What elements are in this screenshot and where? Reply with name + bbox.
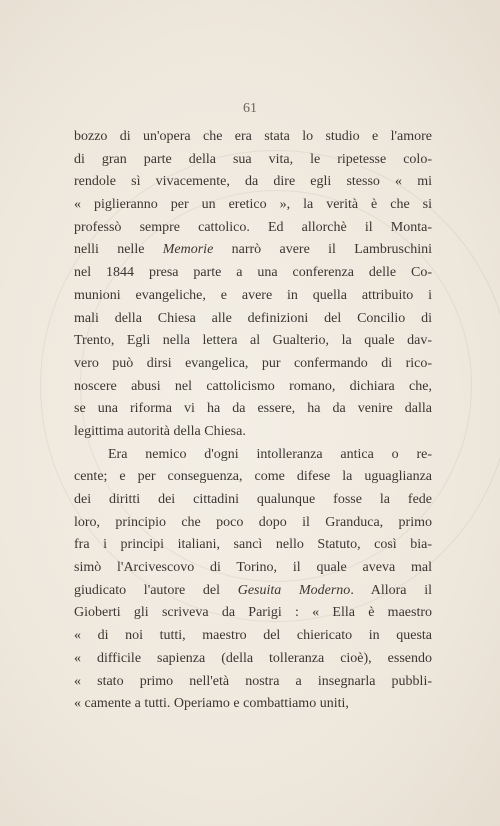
- text-line: [74, 330, 432, 353]
- text-run: Trento, Egli nella lettera al Gualterio, la quale dav-: [74, 333, 432, 349]
- text-line: [74, 534, 432, 557]
- text-run: dei diritti dei cittadini qualunque fosse la fede: [74, 492, 432, 507]
- text-run: professò sempre cattolico. Ed allorchè il Monta-: [74, 219, 432, 235]
- text-line: [74, 376, 432, 399]
- text-run: giudicato l'autore del: [74, 582, 238, 598]
- text-line: [74, 512, 432, 535]
- text-line: [74, 217, 432, 240]
- text-run: rendole sì vivacemente, da dire egli stesso « mi: [74, 174, 432, 190]
- text-run: simò l'Arcivescovo di Torino, il quale aveva mal: [74, 560, 432, 576]
- text-line: [74, 671, 432, 694]
- paragraph: [74, 444, 432, 716]
- text-line: [74, 580, 432, 603]
- text-line: [74, 421, 432, 444]
- text-line: [74, 353, 432, 376]
- text-run: vero può dirsi evangelica, pur confermando di rico-: [74, 355, 432, 371]
- text-line: [74, 398, 432, 421]
- text-run: Era nemico d'ogni intolleranza antica o re-: [108, 446, 432, 462]
- text-line: [74, 239, 432, 262]
- text-run: « camente a tutti. Operiamo e combattiamo uniti,: [74, 696, 349, 712]
- page-number: 61: [243, 101, 257, 116]
- text-line: [74, 149, 432, 172]
- text-line: [74, 126, 432, 149]
- text-line: [74, 308, 432, 331]
- text-run: « di noi tutti, maestro del chiericato in questa: [74, 628, 432, 644]
- body-text: [74, 126, 432, 716]
- text-line: [74, 489, 432, 512]
- text-line: [74, 262, 432, 285]
- text-run: narrò avere il Lambruschini: [213, 242, 432, 258]
- text-run: legittima autorità della Chiesa.: [74, 423, 246, 439]
- text-line: [74, 444, 432, 467]
- text-run: mali della Chiesa alle definizioni del Concilio di: [74, 310, 432, 326]
- text-run: fra i principi italiani, sancì nello Statuto, così bia-: [74, 537, 432, 553]
- text-run: . Allora il: [350, 582, 432, 598]
- text-line: [74, 625, 432, 648]
- text-run: noscere abusi nel cattolicismo romano, dichiara che,: [74, 378, 432, 394]
- text-line: [74, 557, 432, 580]
- text-run: « piglieranno per un eretico », la verità è che si: [74, 197, 432, 213]
- text-line: [74, 693, 432, 716]
- text-run: munioni evangeliche, e avere in quella attribuito i: [74, 287, 432, 303]
- text-run: nel 1844 presa parte a una conferenza delle Co-: [74, 265, 432, 281]
- paragraph: [74, 126, 432, 444]
- text-run: loro, principio che poco dopo il Granduca, primo: [74, 514, 432, 530]
- text-run: di gran parte della sua vita, le ripetesse colo-: [74, 151, 432, 167]
- text-run: cente; e per conseguenza, come difese la uguaglianza: [74, 469, 432, 485]
- italic-title: Gesuita Moderno: [237, 582, 351, 598]
- text-run: se una riforma vi ha da essere, ha da venire dalla: [74, 401, 432, 417]
- italic-title: Memorie: [162, 242, 214, 258]
- text-run: nelli nelle: [74, 242, 163, 258]
- text-line: [74, 171, 432, 194]
- text-line: [74, 466, 432, 489]
- text-line: [74, 602, 432, 625]
- text-line: [74, 285, 432, 308]
- text-run: « difficile sapienza (della tolleranza cioè), essendo: [74, 650, 432, 666]
- text-run: Gioberti gli scriveva da Parigi : « Ella è maestro: [74, 605, 432, 621]
- text-line: [74, 648, 432, 671]
- text-run: « stato primo nell'età nostra a insegnarla pubbli-: [74, 673, 432, 689]
- text-run: bozzo di un'opera che era stata lo studio e l'amore: [74, 129, 432, 144]
- text-line: [74, 194, 432, 217]
